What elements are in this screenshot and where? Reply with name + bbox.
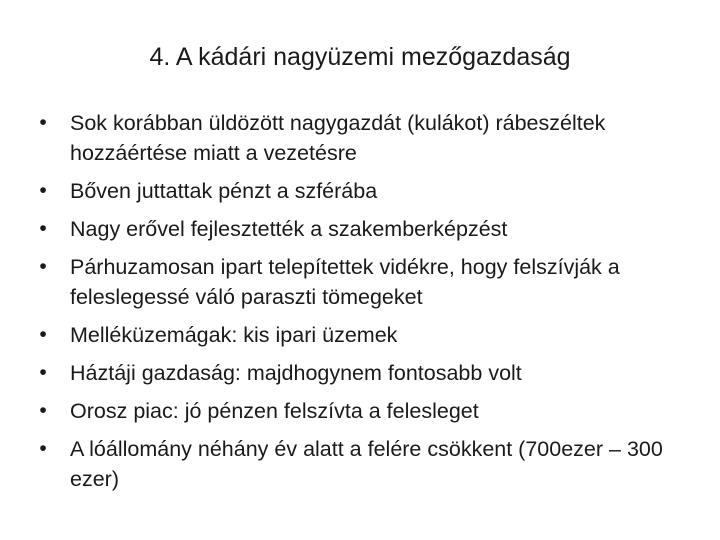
bullet-item — [36, 320, 696, 350]
bullet-item — [36, 108, 696, 168]
bullet-item — [36, 252, 696, 312]
bullet-item — [36, 396, 696, 426]
bullet-item — [36, 214, 696, 244]
bullet-icon: • — [39, 323, 47, 346]
bullet-icon: • — [39, 255, 47, 278]
bullet-icon: • — [39, 399, 47, 422]
bullet-text: Háztáji gazdaság: majdhogynem fontosabb volt — [70, 361, 522, 385]
bullet-text: Nagy erővel fejlesztették a szakemberképzést — [70, 217, 508, 241]
slide-title: 4. A kádári nagyüzemi mezőgazdaság — [149, 43, 571, 71]
bullet-icon: • — [39, 361, 47, 384]
bullet-text: Melléküzemágak: kis ipari üzemek — [70, 323, 398, 347]
bullet-text: Sok korábban üldözött nagygazdát (kulákot) rábeszéltek hozzáértése miatt a vezetésre — [70, 111, 606, 165]
bullet-text: Orosz piac: jó pénzen felszívta a felesleget — [70, 399, 479, 423]
bullet-text: Bőven juttattak pénzt a szférába — [70, 179, 378, 203]
bullet-icon: • — [39, 179, 47, 202]
bullet-item — [36, 358, 696, 388]
bullet-icon: • — [39, 111, 47, 134]
bullet-item — [36, 176, 696, 206]
bullet-item — [36, 434, 696, 494]
bullet-text: A lóállomány néhány év alatt a felére csökkent (700ezer – 300 ezer) — [70, 437, 663, 491]
bullet-text: Párhuzamosan ipart telepítettek vidékre, hogy felszívják a feleslegessé váló paraszti tömegeket — [70, 255, 620, 309]
bullet-icon: • — [39, 217, 47, 240]
bullet-list — [36, 108, 696, 502]
bullet-icon: • — [39, 437, 47, 460]
